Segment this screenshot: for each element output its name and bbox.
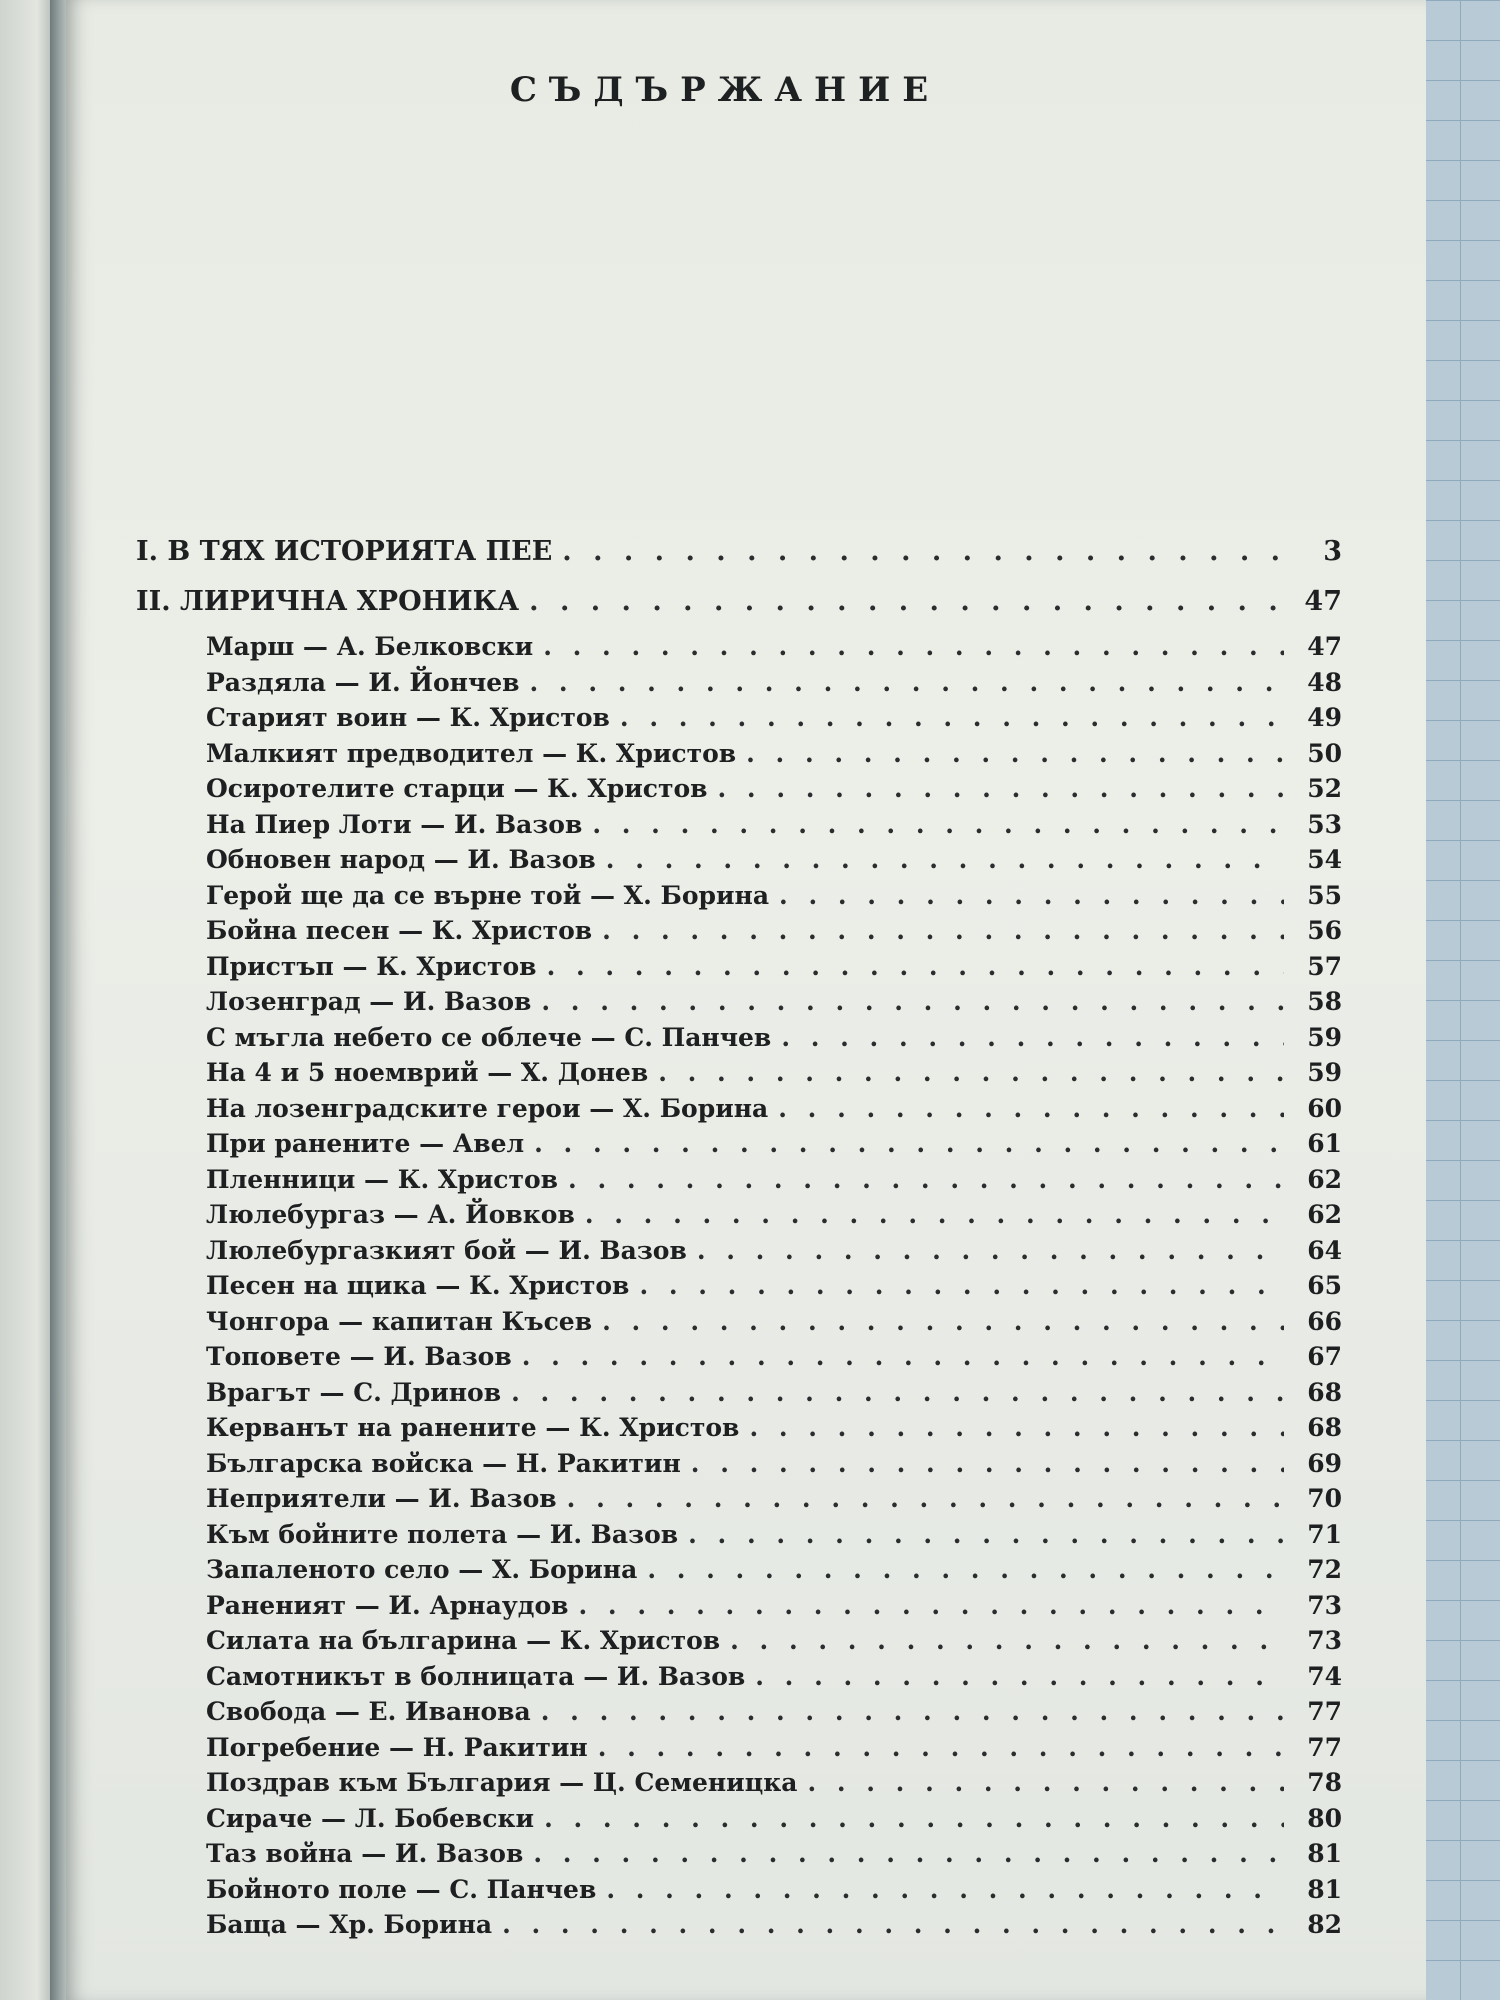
grid-paper-edge (1420, 0, 1500, 2000)
toc-entry-title: Топовете — И. Вазов (206, 1342, 512, 1371)
toc-entry-title: На Пиер Лоти — И. Вазов (206, 809, 583, 839)
dot-leader (529, 586, 1284, 617)
toc-entry-title: Обновен народ — И. Вазов (206, 845, 596, 874)
toc-page-number: 66 (1307, 1306, 1342, 1336)
toc-page-number: 47 (1304, 586, 1342, 617)
toc-entry-title: Силата на българина — К. Христов (206, 1626, 721, 1655)
toc-entry-title: Самотникът в болницата — И. Вазов (206, 1661, 746, 1691)
toc-page-number: 59 (1307, 1022, 1342, 1052)
dot-leader (781, 1023, 1284, 1052)
dot-leader (755, 1662, 1284, 1691)
dot-leader (568, 1165, 1284, 1194)
toc-entry-title: Осиротелите старци — К. Христов (206, 774, 708, 803)
toc-page-number: 73 (1307, 1590, 1342, 1620)
dot-leader (691, 1449, 1284, 1478)
toc-entry-title: Раздяла — И. Йончев (206, 667, 520, 697)
dot-leader (522, 1342, 1284, 1371)
toc-part-title: II. ЛИРИЧНА ХРОНИКА (136, 586, 520, 617)
dot-leader (598, 1733, 1284, 1762)
toc-entry-row (206, 1236, 1342, 1270)
toc-page-number: 61 (1307, 1129, 1342, 1158)
toc-entry-row (206, 845, 1342, 879)
toc-page-number: 64 (1307, 1235, 1342, 1265)
dot-leader (730, 1626, 1284, 1655)
toc-entry-row (206, 1271, 1342, 1305)
page-title: СЪДЪРЖАНИЕ (509, 70, 941, 110)
dot-leader (749, 1413, 1284, 1442)
toc-entry-title: Врагът — С. Дринов (206, 1377, 502, 1407)
toc-page-number: 59 (1307, 1058, 1342, 1087)
toc-entry-row (206, 1307, 1342, 1341)
toc-entry-title: Чонгора — капитан Късев (206, 1306, 593, 1336)
dot-leader (746, 739, 1284, 768)
toc-entry-title: Българска войска — Н. Ракитин (206, 1448, 681, 1478)
toc-page-number: 81 (1307, 1874, 1342, 1904)
toc-entry-row (206, 1129, 1342, 1163)
toc-entry-row (206, 1094, 1342, 1128)
toc-entry-row (206, 1626, 1342, 1660)
toc-entry-title: Лозенград — И. Вазов (206, 987, 532, 1016)
toc-entry-row (206, 952, 1342, 986)
dot-leader (567, 1484, 1284, 1513)
toc-entry-title: Поздрав към България — Ц. Семеницка (206, 1768, 798, 1797)
dot-leader (606, 1875, 1284, 1904)
toc-entry-title: Бойна песен — К. Христов (206, 916, 593, 945)
dot-leader (511, 1378, 1284, 1407)
toc-entry-row (206, 1910, 1342, 1944)
toc-entry-row (206, 1200, 1342, 1234)
toc-page-number: 54 (1307, 845, 1342, 874)
dot-leader (688, 1520, 1284, 1549)
toc-entry-row (206, 810, 1342, 844)
toc-page-number: 67 (1307, 1342, 1342, 1371)
toc-page-number: 82 (1307, 1910, 1342, 1939)
toc-page-number: 70 (1307, 1484, 1342, 1513)
toc-entry-row (206, 632, 1342, 666)
toc-entry-row (206, 1839, 1342, 1873)
toc-entry-row (206, 1768, 1342, 1802)
toc-entry-title: Люлебургазкият бой — И. Вазов (206, 1235, 687, 1265)
toc-entry-title: Баща — Хр. Борина (206, 1910, 493, 1939)
toc-page-number: 72 (1307, 1555, 1342, 1584)
toc-entry-row (206, 916, 1342, 950)
toc-page-number: 53 (1307, 809, 1342, 839)
dot-leader (502, 1910, 1284, 1939)
dot-leader (541, 1697, 1284, 1726)
dot-leader (534, 1129, 1284, 1158)
toc-entry-title: С мъгла небето се облече — С. Панчев (206, 1022, 772, 1052)
toc-entry-title: Свобода — Е. Иванова (206, 1697, 531, 1726)
toc-entry-title: Керванът на ранените — К. Христов (206, 1413, 740, 1442)
toc-entry-title: Пленници — К. Христов (206, 1164, 559, 1194)
toc-entry-row (206, 1875, 1342, 1909)
toc-page-number: 56 (1307, 916, 1342, 945)
toc-page-number: 68 (1307, 1377, 1342, 1407)
toc-entry-title: Погребение — Н. Ракитин (206, 1732, 588, 1762)
toc-entry-title: Неприятели — И. Вазов (206, 1484, 557, 1513)
toc-entry-title: Песен на щика — К. Христов (206, 1271, 630, 1300)
toc-entry-title: Герой ще да се върне той — Х. Борина (206, 880, 770, 910)
toc-page-number: 47 (1307, 632, 1342, 661)
toc-entry-row (206, 1378, 1342, 1412)
toc-entry-title: Старият воин — К. Христов (206, 703, 610, 732)
toc-entry-title: Раненият — И. Арнаудов (206, 1590, 569, 1620)
toc-entry-title: Към бойните полета — И. Вазов (206, 1519, 679, 1549)
toc-entry-row (206, 1165, 1342, 1199)
toc-page-number: 55 (1307, 880, 1342, 910)
toc-entry-title: Марш — А. Белковски (206, 632, 534, 661)
toc-entry-title: На лозенградските герои — Х. Борина (206, 1093, 769, 1123)
toc-page-number: 60 (1307, 1093, 1342, 1123)
toc-part-row (136, 536, 1342, 570)
dot-leader (533, 1839, 1284, 1868)
toc-page-number: 81 (1307, 1839, 1342, 1868)
toc-entry-row (206, 739, 1342, 773)
toc-page-number: 52 (1307, 774, 1342, 803)
dot-leader (639, 1271, 1284, 1300)
toc-entry-row (206, 987, 1342, 1021)
dot-leader (647, 1555, 1284, 1584)
toc-entry-row (206, 881, 1342, 915)
toc-page-number: 77 (1307, 1732, 1342, 1762)
toc-entry-row (206, 1697, 1342, 1731)
toc-entry-row (206, 1449, 1342, 1483)
toc-page-number: 58 (1307, 987, 1342, 1016)
dot-leader (530, 668, 1284, 697)
toc-entry-title: Малкият предводител — К. Христов (206, 738, 737, 768)
toc-page-number: 80 (1307, 1803, 1342, 1833)
toc-entry-title: При ранените — Авел (206, 1129, 525, 1158)
dot-leader (778, 1094, 1284, 1123)
toc-entry-row (206, 668, 1342, 702)
toc-page-number: 78 (1307, 1768, 1342, 1797)
toc-entry-row (206, 1520, 1342, 1554)
toc-page-number: 71 (1307, 1519, 1342, 1549)
dot-leader (606, 845, 1284, 874)
toc-entry-row (206, 1804, 1342, 1838)
toc-part-title: I. В ТЯХ ИСТОРИЯТА ПЕЕ (136, 536, 553, 567)
toc-entry-title: Бойното поле — С. Панчев (206, 1874, 597, 1904)
toc-page-number: 48 (1307, 667, 1342, 697)
toc-entry-row (206, 1023, 1342, 1057)
toc-page-number: 62 (1307, 1200, 1342, 1229)
toc-entry-row (206, 703, 1342, 737)
toc-page-number: 77 (1307, 1697, 1342, 1726)
toc-page-number: 65 (1307, 1271, 1342, 1300)
toc-page-number: 50 (1307, 738, 1342, 768)
dot-leader (697, 1236, 1284, 1265)
dot-leader (585, 1200, 1284, 1229)
toc-entry-row (206, 1484, 1342, 1518)
dot-leader (602, 916, 1284, 945)
toc-entry-row (206, 1058, 1342, 1092)
toc-entry-title: Люлебургаз — А. Йовков (206, 1200, 575, 1229)
toc-page-number: 69 (1307, 1448, 1342, 1478)
toc-entry-row (206, 1662, 1342, 1696)
toc-entry-row (206, 1342, 1342, 1376)
toc-entry-row (206, 1413, 1342, 1447)
dot-leader (807, 1768, 1284, 1797)
toc-entry-title: Сираче — Л. Бобевски (206, 1803, 535, 1833)
toc-page-number: 57 (1307, 951, 1342, 981)
dot-leader (579, 1591, 1285, 1620)
toc-page-number: 74 (1307, 1661, 1342, 1691)
toc-entry-title: Запаленото село — Х. Борина (206, 1555, 638, 1584)
toc-page-number: 73 (1307, 1626, 1342, 1655)
dot-leader (779, 881, 1284, 910)
dot-leader (544, 1804, 1284, 1833)
toc-part-row (136, 586, 1342, 620)
toc-entry-title: На 4 и 5 ноемврий — Х. Донев (206, 1058, 649, 1087)
dot-leader (543, 632, 1284, 661)
toc-page-number: 3 (1323, 536, 1342, 567)
toc-entry-title: Пристъп — К. Христов (206, 951, 537, 981)
dot-leader (562, 536, 1284, 567)
dot-leader (541, 987, 1284, 1016)
toc-entry-row (206, 1555, 1342, 1589)
dot-leader (547, 952, 1284, 981)
toc-page-number: 49 (1307, 703, 1342, 732)
toc-entry-row (206, 774, 1342, 808)
dot-leader (592, 810, 1284, 839)
toc-page-number: 62 (1307, 1164, 1342, 1194)
toc-page-number: 68 (1307, 1413, 1342, 1442)
toc-entry-row (206, 1591, 1342, 1625)
toc-entry-title: Таз война — И. Вазов (206, 1839, 524, 1868)
toc-entry-row (206, 1733, 1342, 1767)
dot-leader (718, 774, 1284, 803)
dot-leader (602, 1307, 1284, 1336)
dot-leader (620, 703, 1284, 732)
dot-leader (658, 1058, 1284, 1087)
